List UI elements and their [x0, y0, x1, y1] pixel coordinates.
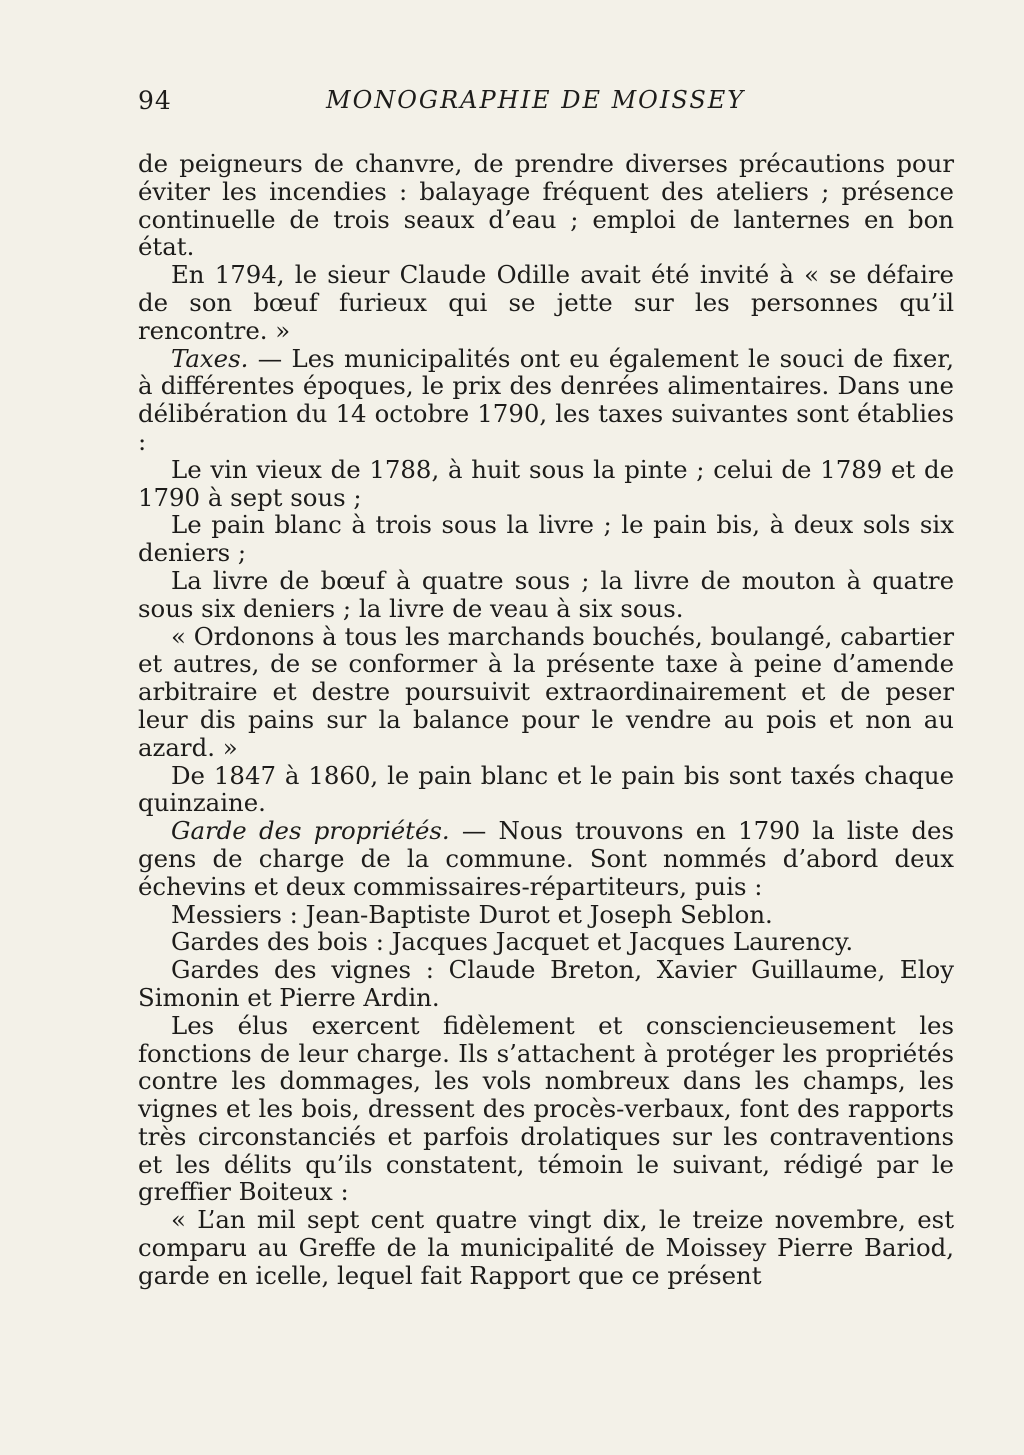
paragraph-lead: Taxes.: [171, 343, 249, 373]
page-header: [138, 86, 958, 126]
paragraph-text: La livre de bœuf à quatre sous ; la livre de mouton à quatre sous six deniers ; la livre de veau à six sous.: [138, 565, 954, 623]
paragraph: [138, 623, 954, 762]
paragraph: [138, 567, 954, 623]
paragraph-text: Gardes des vignes : Claude Breton, Xavier Guillaume, Eloy Simonin et Pierre Ardin.: [138, 955, 954, 1012]
running-title: MONOGRAPHIE DE MOISSEY: [326, 86, 746, 114]
paragraph-text: « L’an mil sept cent quatre vingt dix, le treize novembre, est comparu au Greffe de la municipalité de Moissey Pierre Bariod, garde en icelle, lequel fait Rapport que ce présent: [138, 1205, 954, 1290]
paragraph: [138, 345, 954, 456]
paragraph: [138, 1206, 954, 1289]
paragraph-text: Gardes des bois : Jacques Jacquet et Jacques Laurency.: [171, 927, 854, 957]
paragraph: [138, 928, 954, 956]
paragraph-text: « Ordonons à tous les marchands bouchés, boulangé, cabartier et autres, de se conformer à la présente taxe à peine d’amende arbitraire et destre poursuivit extraordinairement et de peser leur dis pains sur la balance pour le vendre au pois et non au azard. »: [138, 621, 954, 762]
page-number: 94: [138, 86, 172, 115]
paragraph: [138, 511, 954, 567]
paragraph: [138, 817, 954, 900]
paragraph-lead: Garde des propriétés.: [171, 816, 450, 846]
paragraph-text: — Les municipalités ont eu également le souci de fixer, à différentes époques, le prix des denrées alimentaires. Dans une délibération du 14 octobre 1790, les taxes suivantes sont établies :: [138, 343, 954, 456]
paragraph-text: de peigneurs de chanvre, de prendre diverses précautions pour éviter les incendies : balayage fréquent des ateliers ; présence continuelle de trois seaux d’eau ; emploi de lanternes en bon état.: [138, 149, 954, 262]
paragraph-text: En 1794, le sieur Claude Odille avait été invité à « se défaire de son bœuf furieux qui se jette sur les personnes qu’il rencontre. »: [138, 260, 954, 345]
paragraph-text: Messiers : Jean-Baptiste Durot et Joseph Seblon.: [171, 899, 773, 929]
paragraph-text: Le vin vieux de 1788, à huit sous la pinte ; celui de 1789 et de 1790 à sept sous ;: [138, 454, 954, 512]
paragraph: [138, 261, 954, 344]
paragraph: [138, 901, 954, 929]
paragraph-text: Le pain blanc à trois sous la livre ; le pain bis, à deux sols six deniers ;: [138, 510, 954, 568]
paragraph: [138, 456, 954, 512]
paragraph: [138, 1012, 954, 1207]
paragraph-text: — Nous trouvons en 1790 la liste des gens de charge de la commune. Sont nommés d’abord deux échevins et deux commissaires-répartiteurs, puis :: [138, 816, 954, 901]
paragraph: [138, 150, 954, 261]
paragraph-text: De 1847 à 1860, le pain blanc et le pain bis sont taxés chaque quinzaine.: [138, 760, 954, 818]
paragraph: [138, 762, 954, 818]
paragraph: [138, 956, 954, 1012]
paragraph-text: Les élus exercent fidèlement et consciencieusement les fonctions de leur charge. Ils s’attachent à protéger les propriétés contre les dommages, les vols nombreux dans les champs, les vignes et les bois, dressent des procès-verbaux, font des rapports très circonstanciés et parfois drolatiques sur les contraventions et les délits qu’ils constatent, témoin le suivant, rédigé par le greffier Boiteux :: [138, 1010, 954, 1207]
body-text: [138, 150, 954, 1290]
